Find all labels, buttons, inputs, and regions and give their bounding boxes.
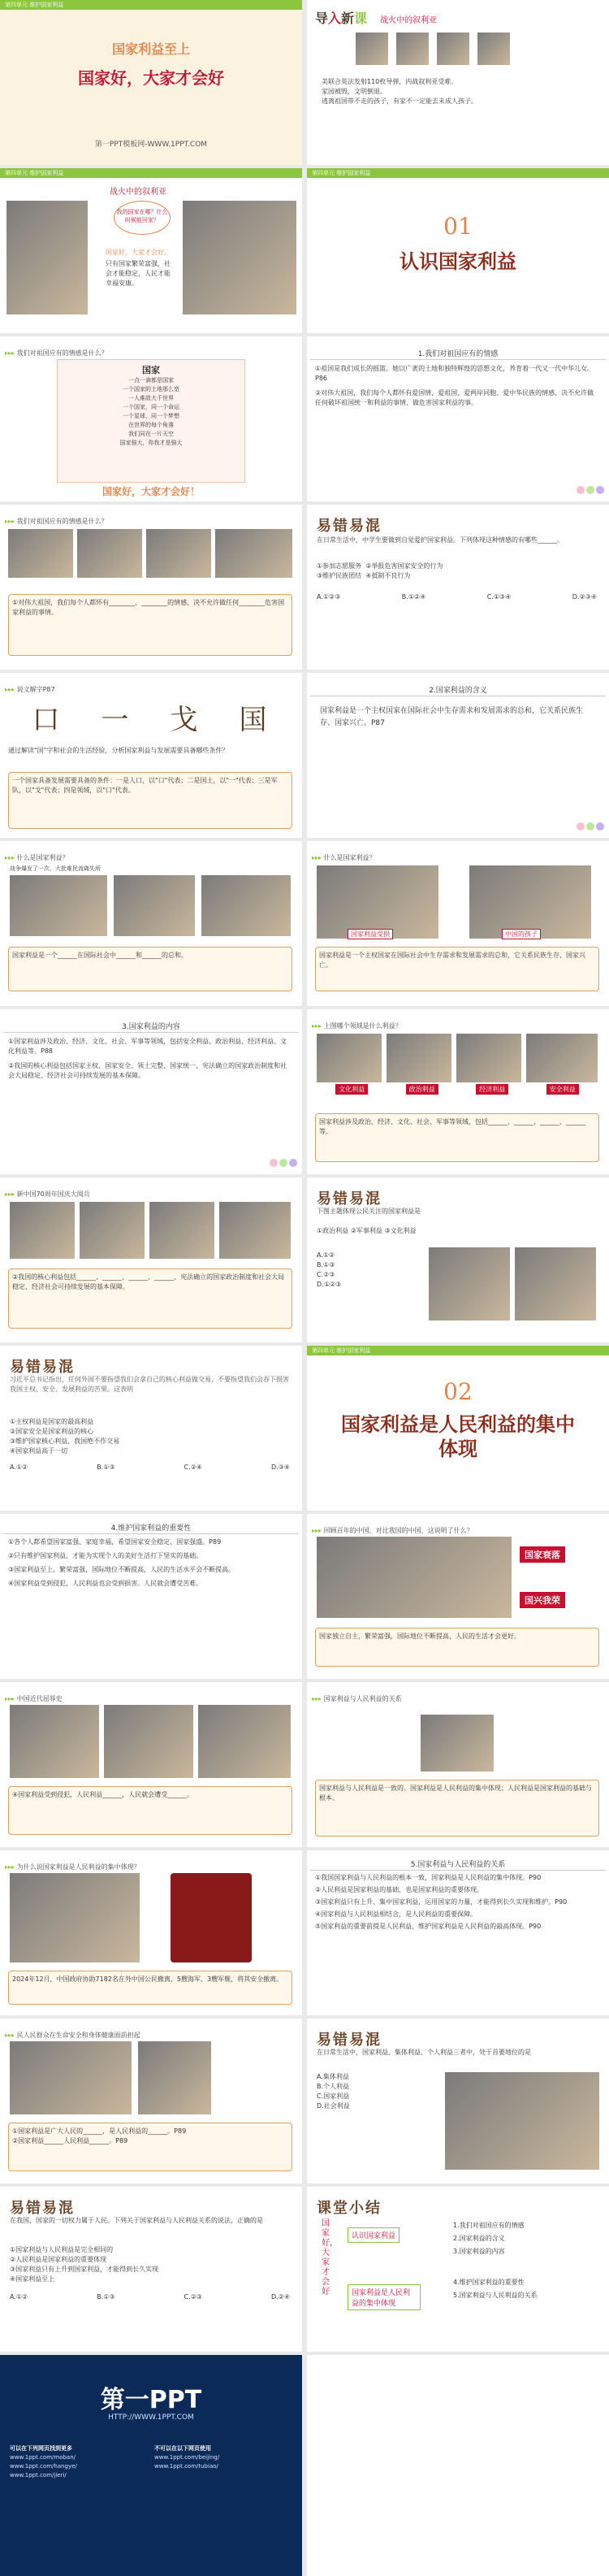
photo — [183, 201, 296, 314]
question-box — [8, 2123, 292, 2171]
answer-list — [317, 1251, 398, 1290]
answer: B.①③ — [97, 2293, 115, 2301]
divider — [3, 1032, 299, 1033]
body-box: 2024年12月，中国政府协助7182名在外中国公民撤离，5艘海军、3艘军舰，将其安全撤离。 — [8, 1971, 292, 2005]
link[interactable]: www.1ppt.com/beijing/ — [154, 2454, 220, 2461]
photo — [469, 865, 591, 939]
option: ③维护民族团结 — [317, 572, 362, 579]
char-glyph: 国 — [239, 704, 267, 736]
slide-header: ▸▸▸ 中国近代屈辱史 — [5, 1694, 63, 1703]
option: ③维护国家核心利益，我国绝不作交易 — [10, 1438, 120, 1445]
bullet: 家园被毁，文明倒退。 — [322, 88, 387, 95]
poem-line: 我们同在一片天空 — [128, 431, 174, 437]
photo — [10, 875, 107, 936]
photo — [198, 1705, 291, 1778]
slide-15 — [0, 1177, 302, 1342]
slide-4 — [307, 168, 609, 333]
topbar-text: 第四单元 维护国家利益 — [312, 170, 371, 176]
slide-title: 易错易混 — [317, 518, 382, 535]
photo — [6, 201, 88, 314]
summary-item: 4.维护国家利益的重要性 — [453, 2279, 525, 2286]
option: ②人民利益是国家利益的重要体现 — [10, 2256, 107, 2263]
char-glyph: 口 — [32, 704, 60, 736]
poem-line: 国家强大，你我才是强大 — [119, 440, 183, 446]
photo — [114, 875, 195, 936]
question: 下图主题体现公民关注的国家利益是 — [317, 1208, 421, 1215]
slide-title: 易错易混 — [317, 1190, 382, 1208]
link[interactable]: www.1ppt.com/tubiao/ — [154, 2463, 218, 2470]
tag-c: 新 — [341, 11, 355, 26]
slide-17 — [0, 1346, 302, 1511]
photo — [387, 1034, 451, 1082]
link[interactable]: www.1ppt.com/hangye/ — [10, 2463, 77, 2470]
photo — [429, 1247, 510, 1321]
link[interactable]: www.1ppt.com/moban/ — [10, 2454, 76, 2461]
body-box: 国家独立自主，繁荣富强，国际地位不断提高，人民的生活才会更好。 — [315, 1628, 599, 1667]
slide-9 — [0, 673, 302, 838]
bullet: 逃离祖国带不走的孩子，有家不一定能去未成人孩子。 — [322, 98, 477, 105]
question: ①国家利益是广大人民的______，是人民利益的______。P89 — [12, 2127, 187, 2135]
instruction: 通过解读"国"字和社会的生活经验，分析国家利益与发展需要具备哪些条件？ — [8, 747, 229, 754]
photo — [10, 2041, 132, 2114]
section-title: 国家利益是人民利益的集中体现 — [341, 1413, 575, 1460]
photo-label: 经济利益 — [476, 1084, 508, 1095]
topbar-text: 第四单元 维护国家利益 — [5, 170, 64, 176]
question-box: 国家利益是一个______在国际社会中______和______的总和。 — [8, 947, 292, 991]
option-list — [10, 2245, 290, 2284]
answer: A.①② — [10, 1464, 28, 1471]
option-list — [317, 2072, 438, 2111]
summary-item: 1.我们对祖国应有的情感 — [453, 2222, 525, 2229]
badge: 国家衰落 — [520, 1546, 565, 1563]
slide-header: ▸▸▸ 我们对祖国应有的情感是什么？ — [5, 517, 108, 526]
bullet: 美联合英法发射110枚导弹，内战叙利亚受难。 — [322, 78, 458, 85]
photo — [10, 1705, 99, 1778]
list-item: ②人民利益是国家利益的基础，也是国家利益的重要体现。 — [315, 1886, 484, 1893]
option: ①主权利益是国家的最高利益 — [10, 1418, 94, 1425]
list-item: ①我国国家利益与人民利益的根本一致，国家利益是人民利益的集中体现。P90 — [315, 1874, 542, 1881]
option-list — [317, 562, 597, 581]
slide-22 — [307, 1682, 609, 1847]
title: 国家利益至上 — [111, 41, 190, 57]
option: ③文化利益 — [384, 1227, 417, 1234]
slide-title: 易错易混 — [10, 2200, 75, 2217]
summary-item: 3.国家利益的内容 — [453, 2248, 505, 2255]
list-item: ②只有维护国家利益，才能为实现个人的美好生活打下坚实的基础。 — [8, 1552, 203, 1559]
question: 在日常生活中，国家利益、集体利益、个人利益三者中，处于首要地位的是 — [317, 2049, 531, 2056]
badge: 国兴我荣 — [520, 1592, 565, 1608]
topic: 战火中的叙利亚 — [110, 188, 166, 197]
slide-26 — [307, 2019, 609, 2184]
slide-8 — [307, 505, 609, 670]
item-list — [8, 1037, 292, 1081]
lead-in-header — [315, 8, 367, 27]
answer: D.③④ — [270, 1464, 290, 1471]
list-item: ①国家利益涉及政治、经济、文化、社会、军事等领域，包括安全利益、政治利益、经济利益、文化利益等。P88 — [8, 1038, 287, 1055]
option: A.集体利益 — [317, 2073, 349, 2080]
slide-25 — [0, 2019, 302, 2184]
divider — [310, 359, 606, 360]
list-item: ⑤国家利益的重要前提是人民利益，维护国家利益是人民利益的最高体现。P90 — [315, 1923, 542, 1930]
slide-14 — [307, 1009, 609, 1174]
answer: B.①②④ — [401, 593, 426, 601]
page-dots — [575, 818, 604, 834]
slide-12 — [307, 841, 609, 1006]
list-item: ②我国的核心利益包括国家主权、国家安全、领土完整、国家统一、宪法确立的国家政治制度和社会大局稳定、经济社会可持续发展的基本保障。 — [8, 1062, 287, 1079]
poem-line: 在世界的每个角落 — [128, 422, 174, 428]
topbar-text: 第四单元 维护国家利益 — [312, 1347, 371, 1354]
answer: A.①②③ — [317, 593, 341, 601]
photo-label: 文化利益 — [335, 1084, 368, 1095]
poem-line: 一人难敌大千世界 — [128, 395, 174, 401]
slide-10 — [307, 673, 609, 838]
photo-label: 政治利益 — [406, 1084, 438, 1095]
slide-18 — [307, 1346, 609, 1511]
poem-box — [57, 359, 245, 483]
answer-list — [10, 1463, 290, 1472]
photo — [10, 1873, 140, 1962]
summary-item: 2.国家利益的含义 — [453, 2235, 505, 2242]
char-glyph: 戈 — [170, 704, 198, 736]
option: ①国家利益与人民利益是完全相同的 — [10, 2246, 114, 2253]
answer-list — [10, 2292, 290, 2302]
question: 在日常生活中，中学生要做到自觉爱护国家利益。下列体现这种情感的有哪些______。 — [317, 536, 564, 544]
option: ①政治利益 — [317, 1227, 349, 1234]
slide-7 — [0, 505, 302, 670]
slide-header: ▸▸▸ 国家利益与人民利益的关系 — [312, 1694, 402, 1703]
photo — [146, 529, 211, 578]
photo — [10, 1202, 75, 1259]
slide-title: 3.国家利益的内容 — [122, 1023, 180, 1031]
slide-title: 5.国家利益与人民利益的关系 — [410, 1861, 506, 1869]
slide-29 — [0, 2355, 302, 2576]
item-list — [315, 364, 599, 408]
photo-label: 安全利益 — [546, 1084, 579, 1095]
option: ③国家利益只有上升到国家利益，才能得到长久实现 — [10, 2266, 159, 2273]
photo — [215, 529, 292, 578]
slide-header: ▸▸▸ 为什么说国家利益是人民利益的集中体现？ — [5, 1863, 140, 1871]
photo — [8, 529, 73, 578]
bubble-text: 我的国家在哪？什么时候能回家？ — [116, 209, 168, 223]
slide-header: ▸▸▸ 什么是国家利益？ — [5, 853, 69, 862]
answer: D.②④ — [270, 2293, 290, 2301]
photo — [219, 1202, 291, 1259]
option: ②军事利益 — [350, 1227, 382, 1234]
caption: 战争爆发了一次，大批难民流离失所 — [10, 865, 101, 872]
poem-line: 一个国家的土地那么宽 — [123, 386, 179, 392]
option: ④国家利益高于一切 — [10, 1447, 68, 1455]
slide-6 — [307, 336, 609, 501]
label-row — [317, 1084, 598, 1095]
photo — [80, 1202, 145, 1259]
slide-header: ▸▸▸ 回顾百年的中国，对比我国的中国，这说明了什么？ — [312, 1526, 473, 1535]
summary-left: 国家好，大家才会好 — [322, 2219, 338, 2296]
footer-text: 第一PPT模板网-WWW.1PPT.COM — [94, 141, 208, 149]
option-list — [10, 1417, 290, 1456]
poem-title: 国家 — [142, 365, 160, 375]
section-number: 02 — [443, 1378, 473, 1405]
photo — [317, 865, 438, 939]
slide-28 — [307, 2187, 609, 2352]
summary-branch: 认识国家利益 — [348, 2227, 400, 2243]
list-item: ③国家利益至上，繁荣富强，国际地位不断提高，人民的生活水平会不断提高。 — [8, 1566, 235, 1573]
tag-d: 课 — [354, 11, 368, 26]
poem-lines — [58, 376, 244, 448]
link-column — [154, 2444, 292, 2471]
option: B.个人利益 — [317, 2083, 350, 2090]
slide-24 — [307, 1850, 609, 2015]
slide-title: 课堂小结 — [317, 2200, 382, 2217]
answer: C.②③ — [317, 1271, 335, 1278]
slide-title: 4.维护国家利益的重要性 — [110, 1524, 192, 1533]
question: 在我国，国家的一切权力属于人民。下列关于国家利益与人民利益关系的说法，正确的是 — [10, 2217, 263, 2224]
slide-1 — [0, 0, 302, 165]
photo-label: 中国的孩子 — [502, 929, 541, 939]
note-box: 国家利益与人民利益是一致的。国家利益是人民利益的集中体现；人民利益是国家利益的基础与根本。 — [315, 1780, 599, 1837]
topbar-text: 第四单元 维护国家利益 — [5, 2, 64, 8]
page-dots — [575, 482, 604, 497]
slide-5 — [0, 336, 302, 501]
slide-13 — [0, 1009, 302, 1174]
subtitle: 国家好，大家才会好 — [78, 68, 224, 88]
section-number: 01 — [443, 213, 473, 240]
slide-3 — [0, 168, 302, 333]
option: C.国家利益 — [317, 2092, 350, 2100]
link-column — [10, 2444, 148, 2480]
topbar — [0, 0, 302, 10]
slide-27 — [0, 2187, 302, 2352]
photo — [138, 2041, 211, 2114]
photo — [104, 1705, 193, 1778]
slide-title: 1.我们对祖国应有的情感 — [417, 350, 499, 358]
body-text: 只有国家繁荣富强，社会才能稳定，人民才能幸福安康。 — [106, 260, 171, 287]
list-item: ④国家利益受到侵犯，人民利益也会受到损害。人民就会遭受苦难。 — [8, 1580, 203, 1587]
poem-line: 一个星球，同一个梦想 — [123, 413, 179, 419]
topbar — [307, 1346, 609, 1355]
photo — [526, 1034, 598, 1082]
char-glyph: 一 — [101, 704, 129, 736]
photo — [456, 1034, 521, 1082]
slide-21 — [0, 1682, 302, 1847]
slide-20 — [307, 1514, 609, 1679]
page-dots — [268, 1155, 297, 1170]
brand-url: HTTP://WWW.1PPT.COM — [108, 2413, 194, 2422]
photo — [201, 875, 291, 936]
answer: A.①② — [10, 2293, 28, 2301]
photo — [445, 2072, 599, 2170]
photo — [317, 1537, 512, 1618]
body-text: 国家利益是一个主权国家在国际社会中生存需求和发展需求的总和，它关系民族生存、国家兴亡。P87 — [320, 707, 584, 727]
tag-a: 导 — [315, 11, 329, 26]
illustration — [421, 1715, 494, 1772]
divider — [3, 1533, 299, 1534]
poem-line: 一个国家，同一个命运 — [123, 404, 179, 410]
slide-16 — [307, 1177, 609, 1342]
list-item: ①各个人都希望国家富强、家庭幸福，希望国家安全稳定、国家强盛。P89 — [8, 1538, 222, 1546]
photo — [477, 33, 510, 65]
divider — [310, 1870, 606, 1871]
question-box: 国家利益涉及政治、经济、文化、社会、军事等领域，包括______、______、______、______等。 — [315, 1113, 599, 1162]
column-title: 可以在下列网页找到更多 — [10, 2445, 72, 2452]
slide-23 — [0, 1850, 302, 2015]
column-title: 不可以在以下网页使用 — [154, 2445, 211, 2452]
photo — [515, 1247, 596, 1321]
topbar — [0, 168, 302, 178]
photo — [77, 529, 142, 578]
slide-header: ▸▸▸ 我们对祖国应有的情感是什么？ — [5, 349, 108, 358]
photo — [396, 33, 429, 65]
slide-header: ▸▸▸ 说文解字P87 — [5, 685, 55, 694]
slide-title: 易错易混 — [317, 2032, 382, 2049]
topbar — [307, 168, 609, 178]
slide-title: 2.国家利益的含义 — [429, 687, 487, 695]
question-box: ②我国的核心利益包括______、______、______、______、宪法确立的国家政治制度和社会大局稳定、经济社会可持续发展的基本保障。 — [8, 1268, 292, 1329]
answer: A.①② — [317, 1251, 335, 1259]
slide-title: 易错易混 — [10, 1359, 75, 1376]
option: ②国家安全是国家利益的核心 — [10, 1428, 94, 1435]
question-box: ④国家利益受到侵犯，人民利益______，人民就会遭受______。 — [8, 1786, 292, 1835]
char-row — [11, 697, 287, 737]
photo — [149, 1202, 214, 1259]
photo — [356, 33, 388, 65]
slide-header: ▸▸▸ 民人民群众在生命安全和身体健康面前担起 — [5, 2031, 140, 2040]
bullet-list — [322, 77, 590, 106]
slide-header: ▸▸▸ 新中国70周年国庆大阅兵 — [5, 1190, 90, 1199]
body-box: 国家利益是一个主权国家在国际社会中生存需求和发展需求的总和，它关系民族生存、国家兴亡。 — [315, 947, 599, 991]
answer: C.②③ — [184, 2293, 202, 2301]
poem-line: 一点一滴都是国家 — [128, 377, 174, 384]
answer: B.①③ — [97, 1464, 115, 1471]
summary-item: 5.国家利益与人民利益的关系 — [453, 2292, 538, 2299]
answer-list — [317, 592, 597, 602]
caption-box: 一个国家具备发展需要具备的条件：一是人口，以"口"代表；二是国土，以"一"代表；三是军队，以"戈"代表；四是领域，以"口"代表。 — [8, 772, 292, 829]
item-list — [8, 1537, 292, 1589]
photo — [437, 33, 469, 65]
option: ④抵制不良行为 — [365, 572, 411, 579]
question: ②国家利益______人民利益______。P89 — [12, 2137, 128, 2144]
question-box: ①对伟大祖国，我们每个人都怀有________、________的情感，决不允许做任何________危害国家利益的事情。 — [8, 594, 292, 656]
photo — [317, 1034, 382, 1082]
link[interactable]: www.1ppt.com/jieri/ — [10, 2472, 67, 2478]
slide-30-empty — [307, 2355, 609, 2576]
slide-2 — [307, 0, 609, 165]
list-item: ②对伟大祖国，我们每个人都怀有爱国情、爱祖国、爱两岸同胞、爱中华民族的情感，决不允许做任何破坏祖国统一和利益的事情、做危害国家利益的事。 — [315, 389, 594, 406]
slide-header: ▸▸▸ 什么是国家利益？ — [312, 853, 376, 862]
tag-b: 入 — [328, 11, 342, 26]
option: ④国家利益至上 — [10, 2275, 55, 2283]
brand-logo: 第一PPT — [100, 2386, 202, 2414]
photo-label: 国家利益受损 — [348, 929, 393, 939]
passport-image — [171, 1873, 252, 1962]
slogan: 国家好，大家才会好！ — [102, 486, 200, 497]
answer: D.①②③ — [317, 1281, 342, 1288]
question: 习近平总书记指出，任何外国不要指望我们会拿自己的核心利益做交易，不要指望我们会吞下损害我国主权、安全、发展利益的苦果。这表明 — [10, 1376, 289, 1393]
summary-items — [453, 2219, 599, 2302]
item-list — [315, 1873, 599, 1932]
answer: C.①③④ — [486, 593, 512, 601]
slide-header: ▸▸▸ 上图哪个领域是什么利益？ — [312, 1021, 402, 1030]
thought-bubble — [114, 201, 171, 235]
section-title: 认识国家利益 — [400, 250, 516, 273]
summary-branch: 国家利益是人民利益的集中体现 — [348, 2284, 421, 2310]
topic: 战火中的叙利亚 — [380, 16, 437, 25]
list-item: ①祖国是我们成长的摇篮。她以广袤的土地和独特辉煌的思想文化，养育着一代又一代中华儿女。P86 — [315, 365, 594, 382]
bubble-text: 国家好，大家才会好。 — [106, 249, 171, 256]
list-item: ④国家利益与人民利益相结合，是人民利益的重要保障。 — [315, 1910, 477, 1918]
option: ①参加志愿服务 — [317, 562, 362, 570]
answer: C.②④ — [184, 1464, 202, 1471]
answer: B.①③ — [317, 1261, 335, 1268]
slide-19 — [0, 1514, 302, 1679]
option: D.社会利益 — [317, 2102, 350, 2110]
answer: D.②③④ — [572, 593, 597, 601]
option: ②举报危害国家安全的行为 — [365, 562, 443, 570]
list-item: ③国家利益只有上升、集中国家利益，运用国家的力量，才能得到长久实现和维护。P90 — [315, 1898, 568, 1906]
slide-11 — [0, 841, 302, 1006]
option-list — [317, 1226, 438, 1236]
